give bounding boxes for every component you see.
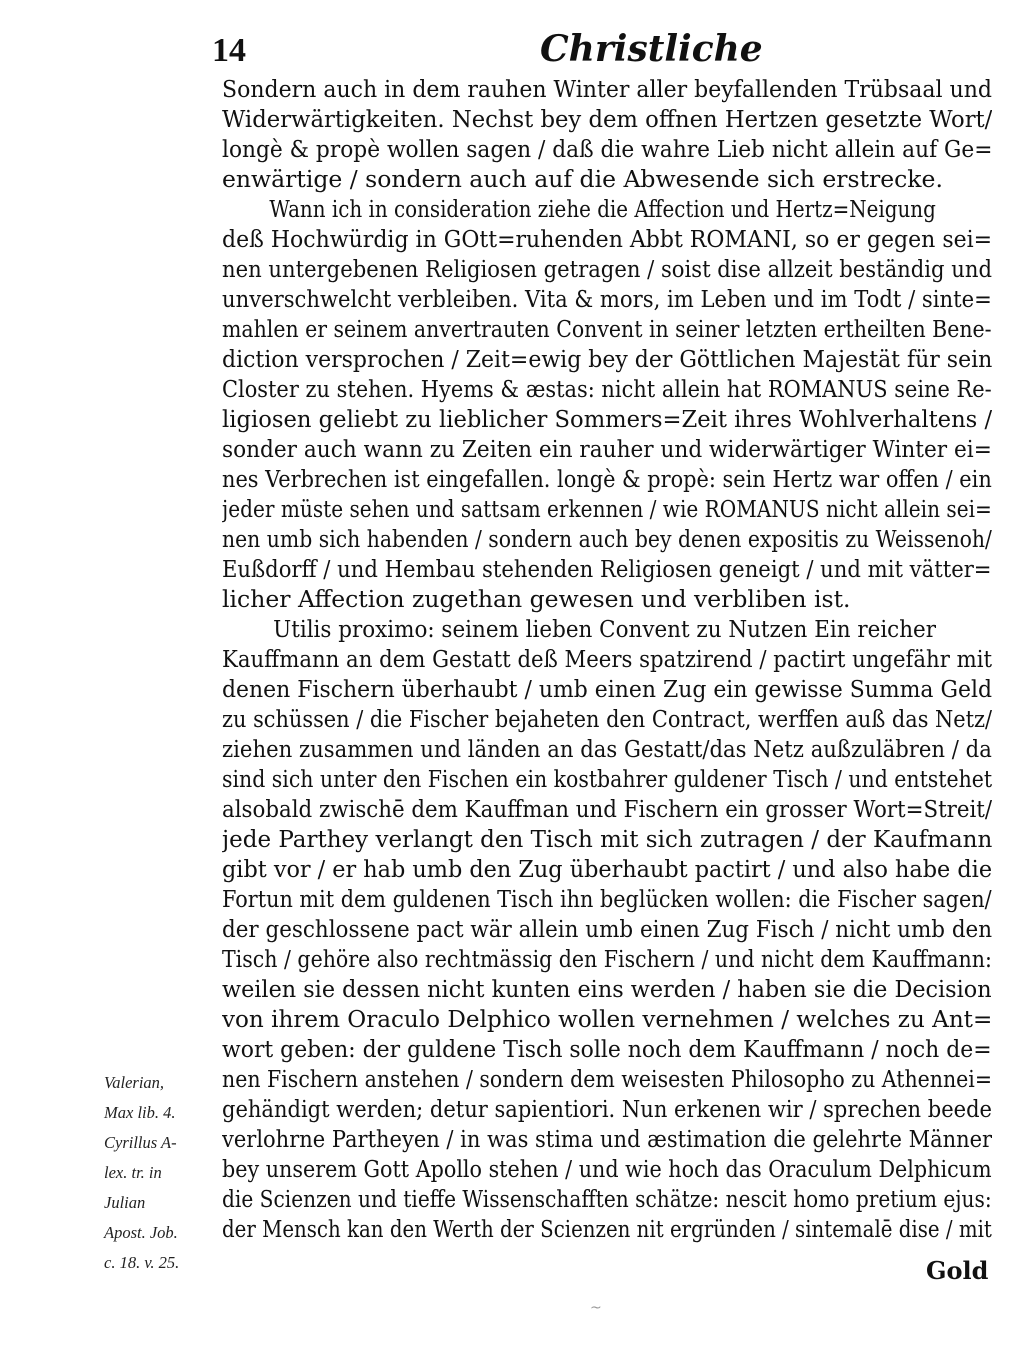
page-number: 14 [212,32,246,69]
text-line: sonder auch wann zu Zeiten ein rauher und widerwärtiger Winter ei= [222,435,992,463]
margin-note-line: Max lib. 4. [104,1103,176,1122]
margin-note-line: Apost. Job. [104,1223,178,1242]
text-line: Wann ich in consideration ziehe die Affection und Hertz=Neigung [269,195,936,223]
text-line: deß Hochwürdig in GOtt=ruhenden Abbt ROMANI, so er gegen sei= [222,225,992,253]
margin-citation [104,1068,222,1278]
text-line: Eußdorff / und Hembau stehenden Religiosen geneigt / und mit vätter= [222,555,992,583]
body-text [222,74,992,1244]
text-line: die Scienzen und tieffe Wissenschafften schätze: nescit homo pretium ejus: [222,1185,992,1213]
text-line: enwärtige / sondern auch auf die Abwesende sich erstrecke. [222,165,943,193]
text-line: Closter zu stehen. Hyems & æstas: nicht allein hat ROMANUS seine Re- [222,375,992,403]
catchword: Gold [926,1256,989,1285]
text-line: Utilis proximo: seinem lieben Convent zu Nutzen Ein reicher [273,615,936,643]
text-line: Fortun mit dem guldenen Tisch ihn beglücken wollen: die Fischer sagen/ [222,885,992,913]
text-line: Widerwärtigkeiten. Nechst bey dem offnen Hertzen gesetzte Wort/ [222,105,992,133]
text-line: gibt vor / er hab umb den Zug überhaubt pactirt / und also habe die [222,855,992,883]
text-line: weilen sie dessen nicht kunten eins werden / haben sie die Decision [222,975,992,1003]
text-line: licher Affection zugethan gewesen und verbliben ist. [222,585,851,613]
text-line: nen Fischern anstehen / sondern dem weisesten Philosopho zu Athennei= [222,1065,992,1093]
text-line: jeder müste sehen und sattsam erkennen / wie ROMANUS nicht allein sei= [222,495,992,523]
text-line: nen umb sich habenden / sondern auch bey denen expositis zu Weissenoh/ [222,525,992,553]
margin-note-line: Valerian, [104,1073,165,1092]
text-line: verlohrne Partheyen / in was stima und æstimation die gelehrte Männer [222,1125,993,1153]
text-line: der Mensch kan den Werth der Scienzen nit ergründen / sintemalē dise / mit [222,1215,992,1243]
text-line: jede Parthey verlangt den Tisch mit sich zutragen / der Kaufmann [222,825,993,853]
text-line: bey unserem Gott Apollo stehen / und wie hoch das Oraculum Delphicum [222,1155,992,1183]
margin-note-line: Cyrillus A- [104,1133,177,1152]
text-line: sind sich unter den Fischen ein kostbahrer guldener Tisch / und entstehet [222,765,993,793]
text-line: Sondern auch in dem rauhen Winter aller beyfallenden Trübsaal und [222,75,992,103]
text-line: mahlen er seinem anvertrauten Convent in seiner letzten ertheilten Bene- [222,315,992,343]
text-line: von ihrem Oraculo Delphico wollen vernehmen / welches zu Ant= [222,1005,992,1033]
text-line: zu schüssen / die Fischer bejaheten den Contract, werffen auß das Netz/ [222,705,992,733]
text-line: diction versprochen / Zeit=ewig bey der Göttlichen Majestät für sein [222,345,992,373]
margin-note-line: lex. tr. in [104,1163,162,1182]
text-line: longè & propè wollen sagen / daß die wahre Lieb nicht allein auf Ge= [222,135,993,163]
running-head: Christliche [540,28,763,70]
text-line: Tisch / gehöre also rechtmässig den Fischern / und nicht dem Kauffmann: [222,945,992,973]
margin-note-line: c. 18. v. 25. [104,1253,180,1272]
text-line: ziehen zusammen und länden an das Gestatt/das Netz außzuläbren / da [222,735,992,763]
text-line: nes Verbrechen ist eingefallen. longè & propè: sein Hertz war offen / ein [222,465,992,493]
text-line: gehändigt werden; detur sapientiori. Nun erkenen wir / sprechen beede [222,1095,992,1123]
text-line: ligiosen geliebt zu lieblicher Sommers=Zeit ihres Wohlverhaltens / [222,405,992,433]
margin-note-line: Julian [104,1193,146,1212]
text-line: denen Fischern überhaubt / umb einen Zug ein gewisse Summa Geld [222,675,992,703]
print-smudge: ~ [590,1300,602,1316]
text-line: der geschlossene pact wär allein umb einen Zug Fisch / nicht umb den [222,915,992,943]
text-line: Kauffmann an dem Gestatt deß Meers spatzirend / pactirt ungefähr mit [222,645,993,673]
text-line: wort geben: der guldene Tisch solle noch dem Kauffmann / noch de= [222,1035,992,1063]
text-line: alsobald zwischē dem Kauffman und Fischern ein grosser Wort=Streit/ [222,795,992,823]
text-line: unverschwelcht verbleiben. Vita & mors, im Leben und im Todt / sinte= [222,285,992,313]
text-line: nen untergebenen Religiosen getragen / soist dise allzeit beständig und [222,255,993,283]
